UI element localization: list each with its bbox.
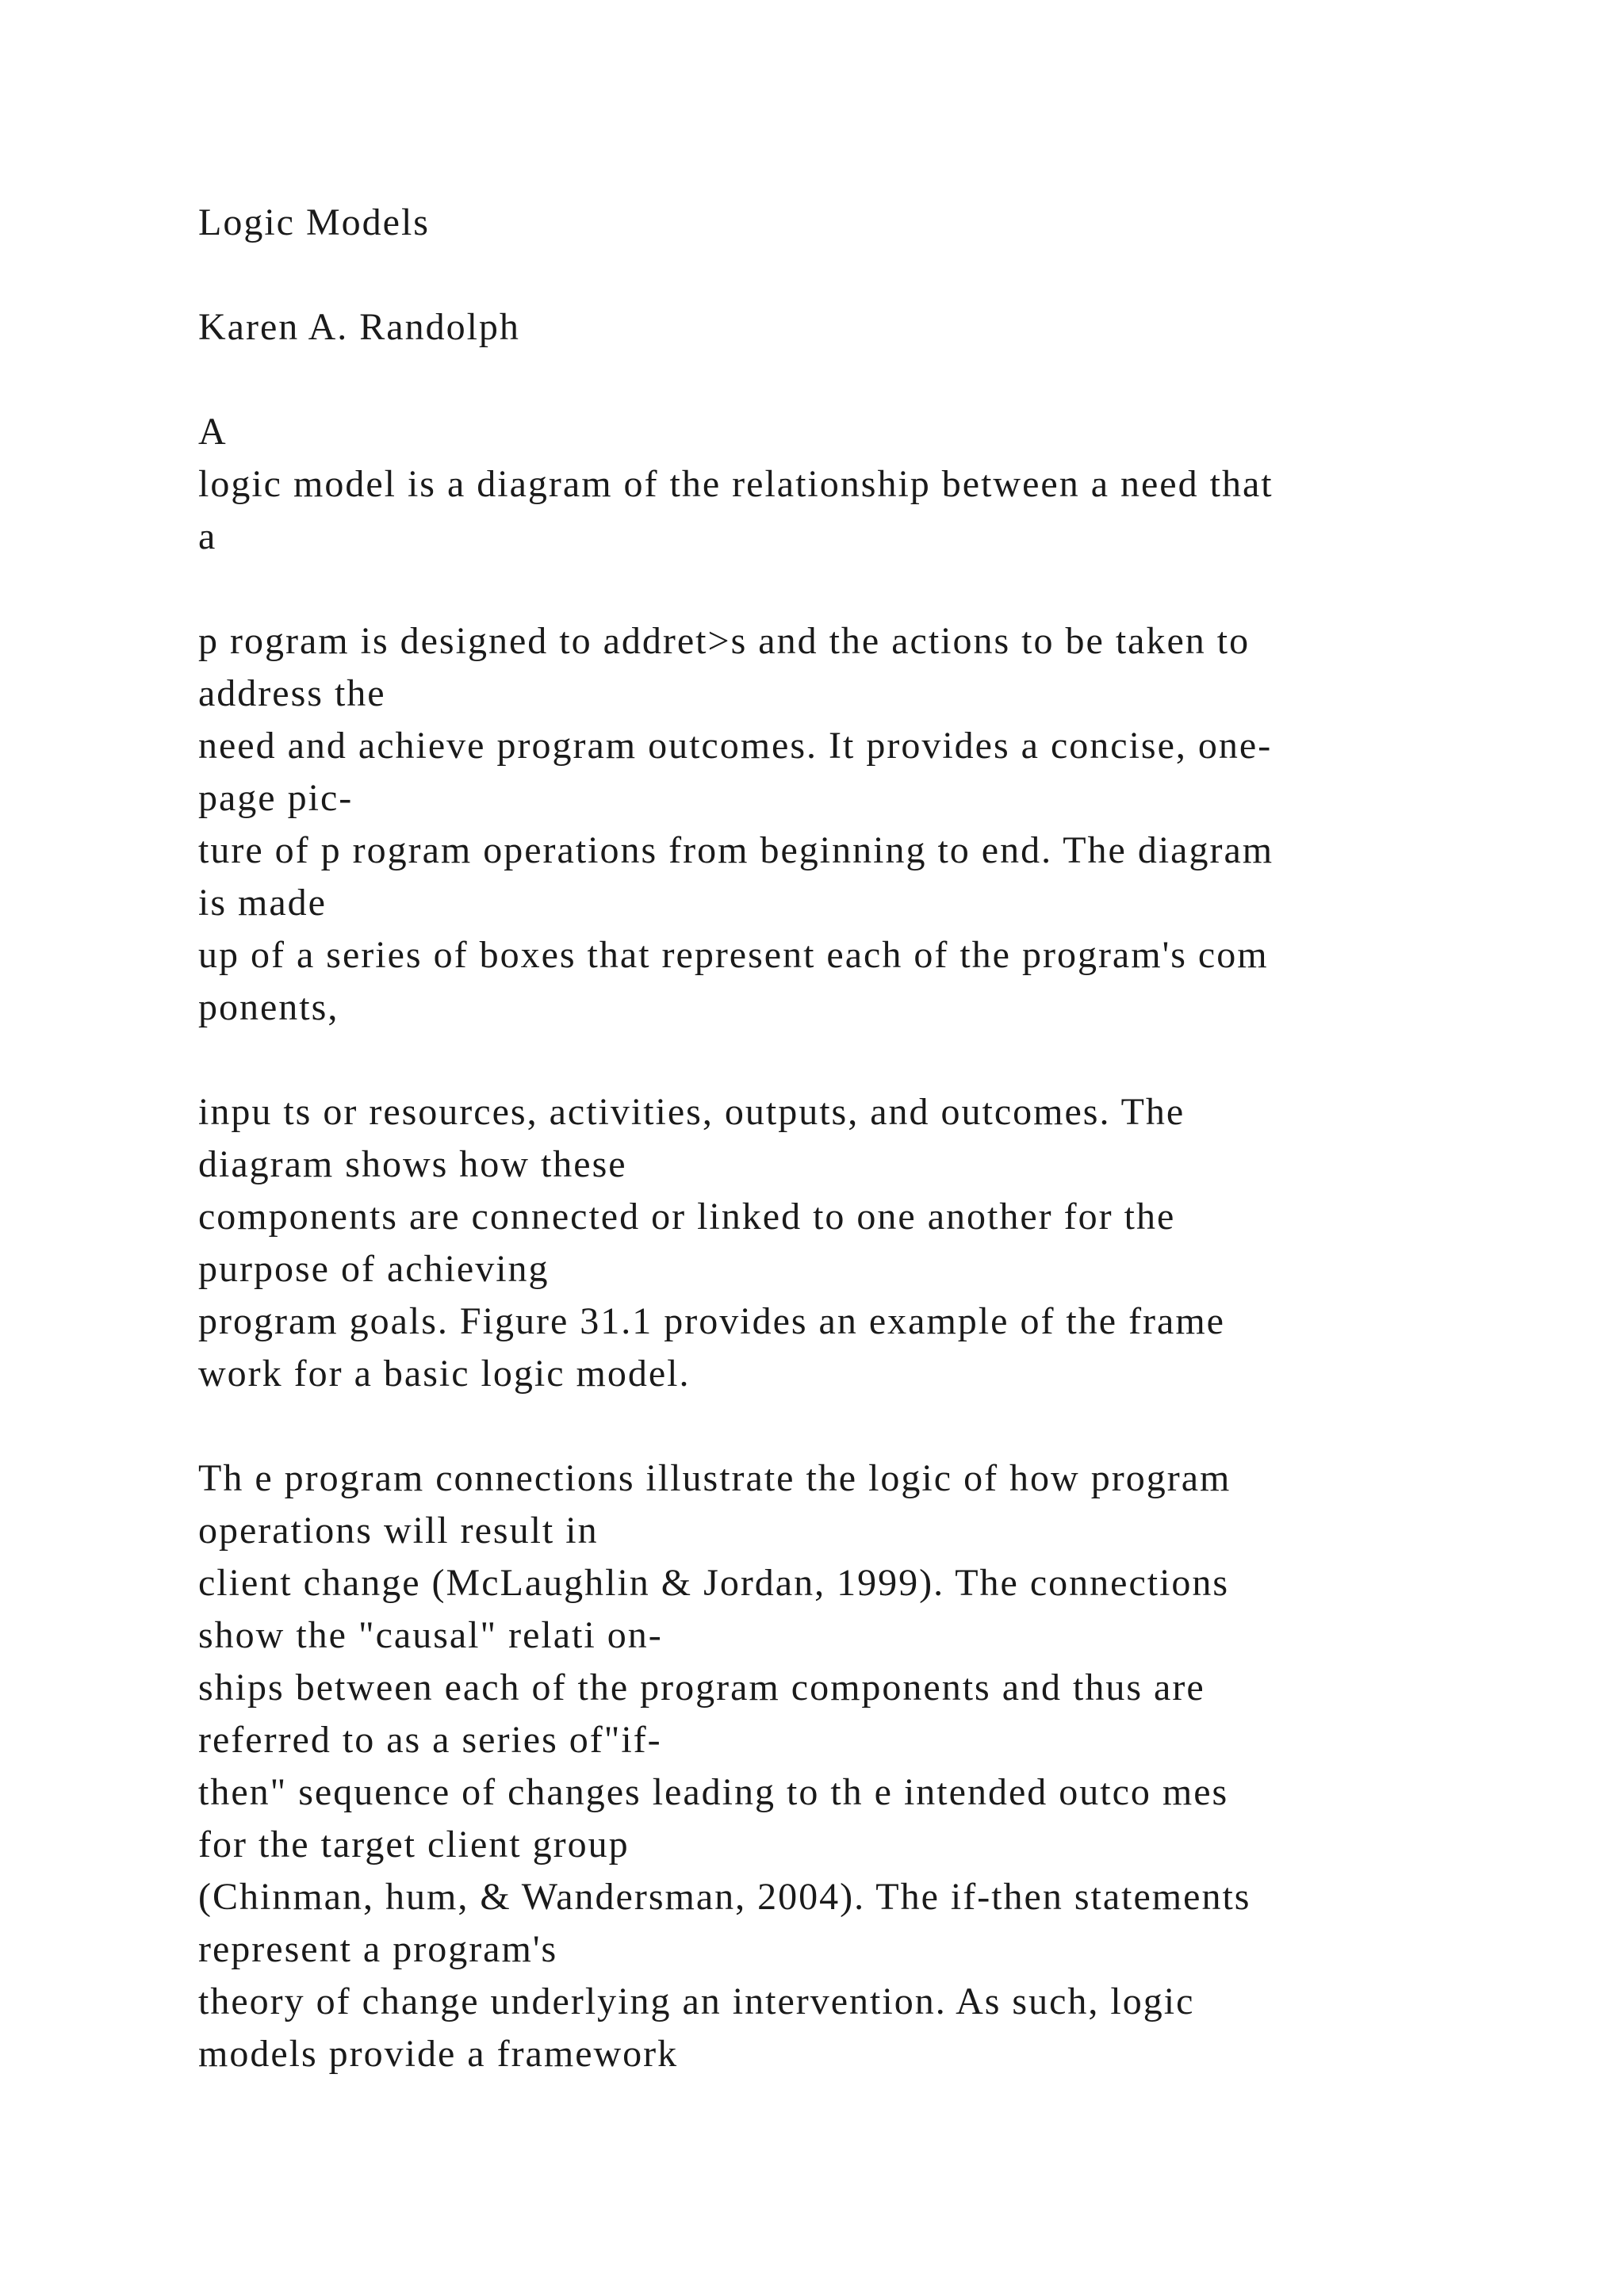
text-line: is made (198, 882, 327, 924)
text-line: ture of p rogram operations from beginning to end. The diagram (198, 829, 1274, 871)
paragraph-3 (198, 1086, 1507, 1400)
text-line: page pic- (198, 777, 354, 819)
text-line: for the target client group (198, 1823, 630, 1866)
text-line: represent a program's (198, 1928, 558, 1970)
text-line: theory of change underlying an intervention. As such, logic (198, 1980, 1195, 2022)
text-line: work for a basic logic model. (198, 1353, 691, 1395)
document-author: Karen A. Randolph (198, 306, 520, 348)
text-line: p rogram is designed to addret>s and the actions to be taken to (198, 620, 1251, 662)
text-line: logic model is a diagram of the relationship between a need that (198, 463, 1274, 505)
text-line: client change (McLaughlin & Jordan, 1999). The connections (198, 1562, 1230, 1604)
text-line: inpu ts or resources, activities, outputs, and outcomes. The (198, 1091, 1185, 1133)
text-line: then" sequence of changes leading to th e intended outco mes (198, 1771, 1229, 1813)
text-line: ponents, (198, 986, 339, 1028)
text-line: a (198, 515, 217, 557)
text-line: referred to as a series of"if- (198, 1719, 662, 1761)
document-title: Logic Models (198, 201, 430, 243)
text-line: diagram shows how these (198, 1143, 627, 1185)
text-line: operations will result in (198, 1510, 599, 1552)
text-line: ships between each of the program components and thus are (198, 1667, 1205, 1709)
text-line: show the "causal" relati on- (198, 1614, 663, 1656)
paragraph-1 (198, 406, 1507, 563)
text-line: up of a series of boxes that represent each of the program's com (198, 934, 1269, 976)
text-line: models provide a framework (198, 2033, 679, 2075)
paragraph-4 (198, 1452, 1507, 2080)
paragraph-2 (198, 615, 1507, 1034)
text-line: address the (198, 672, 386, 714)
text-line: Th e program connections illustrate the logic of how program (198, 1457, 1231, 1499)
text-line: need and achieve program outcomes. It provides a concise, one- (198, 725, 1273, 767)
text-line: (Chinman, hum, & Wandersman, 2004). The if-then statements (198, 1876, 1251, 1918)
text-line: purpose of achieving (198, 1248, 550, 1290)
text-line: components are connected or linked to one another for the (198, 1196, 1176, 1238)
text-line: program goals. Figure 31.1 provides an example of the frame (198, 1300, 1225, 1342)
text-line: A (198, 411, 228, 453)
